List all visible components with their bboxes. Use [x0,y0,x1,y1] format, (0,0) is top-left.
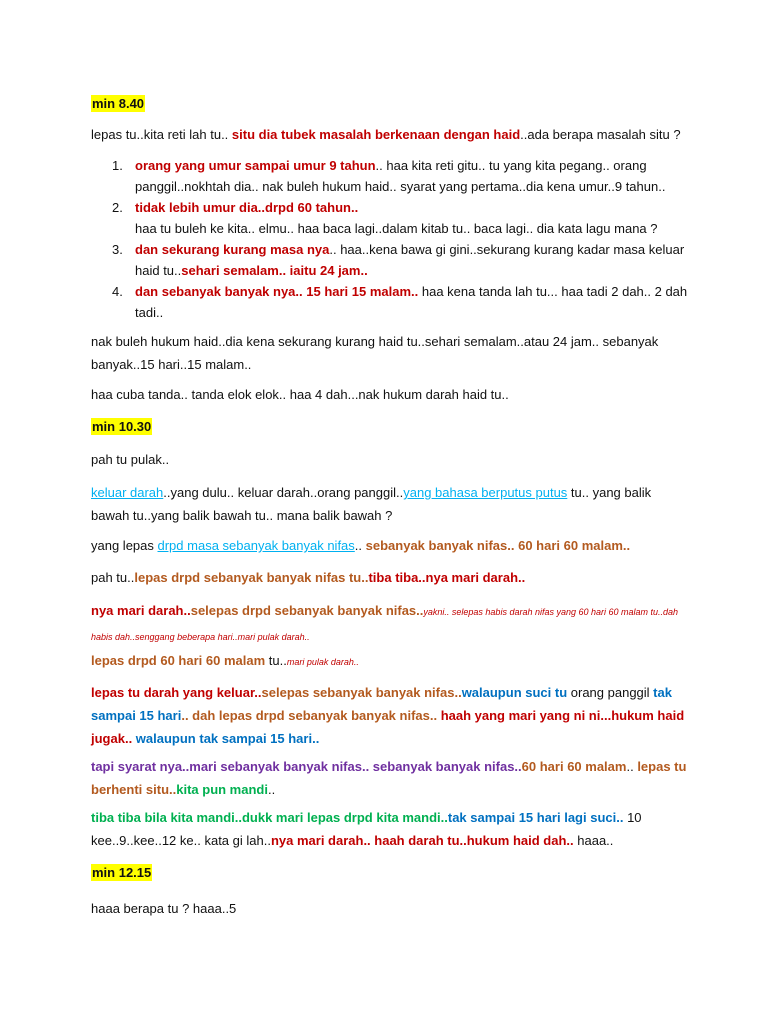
timestamp-highlight: min 8.40 [92,96,145,111]
timestamp-3 [91,861,691,884]
list-item: 2. tidak lebih umur dia..drpd 60 tahun.. haa tu buleh ke kita.. elmu.. haa baca lagi..dalam kitab tu.. baca lagi.. dia kata lagu mana ? [112,200,658,236]
paragraph: nak buleh hukum haid..dia kena sekurang kurang haid tu..sehari semalam..atau 24 jam.. sebanyak banyak..15 hari..15 malam.. [91,334,659,372]
list-item: 4. dan sebanyak banyak nya.. 15 hari 15 malam.. haa kena tanda lah tu... haa tadi 2 dah.. 2 dah tadi.. [112,284,688,320]
paragraph: tapi syarat nya..mari sebanyak banyak nifas.. sebanyak banyak nifas..60 hari 60 malam.. lepas tu berhenti situ..kita pun mandi.. [91,759,687,797]
paragraph: nya mari darah..selepas drpd sebanyak banyak nifas..yakni.. selepas habis darah nifas yang 60 hari 60 malam tu..dah habis dah..senggang beberapa hari..mari pulak darah.. [91,603,679,642]
link-bahasa-berputus[interactable]: yang bahasa berputus putus [403,485,568,500]
condition-list [91,155,691,323]
list-item: 1. orang yang umur sampai umur 9 tahun.. haa kita reti gitu.. tu yang kita pegang.. orang panggil..nokhtah dia.. nak buleh hukum haid.. syarat yang pertama..dia kena umur..9 tahun.. [112,158,666,194]
timestamp-1 [91,92,691,115]
timestamp-2 [91,415,691,438]
link-keluar-darah[interactable]: keluar darah [91,485,164,500]
paragraph: lepas drpd 60 hari 60 malam tu..mari pulak darah.. [91,653,359,668]
paragraph: haaa berapa tu ? haaa..5 [91,901,237,916]
paragraph: yang lepas drpd masa sebanyak banyak nifas.. sebanyak banyak nifas.. 60 hari 60 malam.. [91,538,631,553]
timestamp-highlight: min 12.15 [92,865,152,880]
list-item: 3. dan sekurang kurang masa nya.. haa..kena bawa gi gini..sekurang kurang kadar masa keluar haid tu..sehari semalam.. iaitu 24 jam.. [112,242,685,278]
paragraph: haa cuba tanda.. tanda elok elok.. haa 4 dah...nak hukum darah haid tu.. [91,387,509,402]
paragraph: keluar darah..yang dulu.. keluar darah..orang panggil..yang bahasa berputus putus tu.. yang balik bawah tu..yang balik bawah tu.. mana balik bawah ? [91,485,652,523]
timestamp-highlight: min 10.30 [92,419,152,434]
paragraph: tiba tiba bila kita mandi..dukk mari lepas drpd kita mandi..tak sampai 15 hari lagi suci.. 10 kee..9..kee..12 ke.. kata gi lah..nya mari darah.. haah darah tu..hukum haid dah.. haaa.. [91,810,642,848]
paragraph: lepas tu darah yang keluar..selepas sebanyak banyak nifas..walaupun suci tu orang panggil tak sampai 15 hari.. dah lepas drpd sebanyak banyak nifas.. haah yang mari yang ni ni...hukum haid jugak.. walaupun tak sampai 15 hari.. [91,685,685,746]
intro-paragraph: lepas tu..kita reti lah tu.. situ dia tubek masalah berkenaan dengan haid..ada berapa masalah situ ? [91,127,681,142]
paragraph: pah tu pulak.. [91,452,170,467]
paragraph: pah tu..lepas drpd sebanyak banyak nifas tu..tiba tiba..nya mari darah.. [91,570,526,585]
link-drpd-masa[interactable]: drpd masa sebanyak banyak nifas [157,538,355,553]
